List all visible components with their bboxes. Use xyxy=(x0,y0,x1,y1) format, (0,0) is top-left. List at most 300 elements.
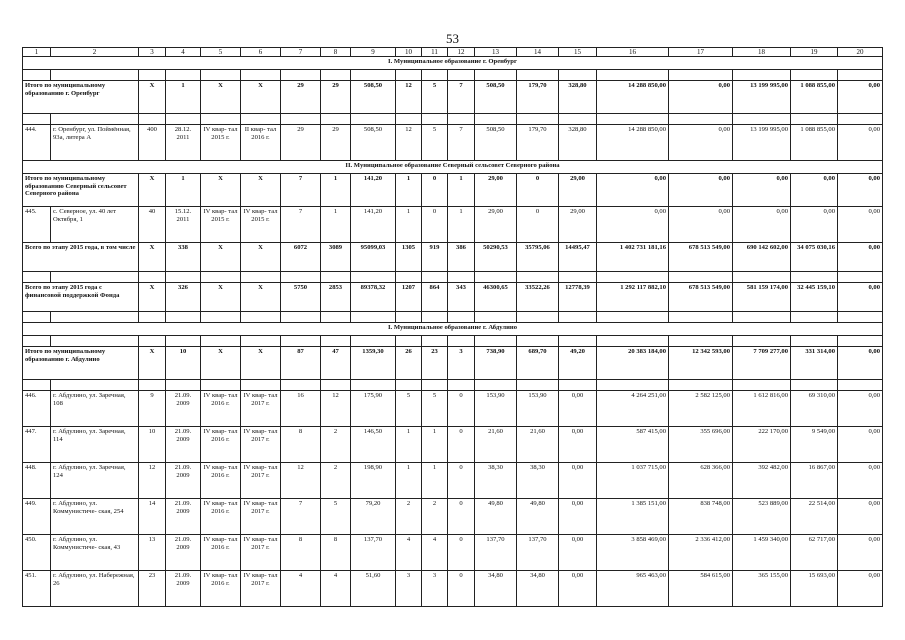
empty-cell xyxy=(838,114,883,125)
empty-cell xyxy=(733,336,791,347)
empty-cell xyxy=(23,336,51,347)
table-cell: 0 xyxy=(422,174,448,207)
table-cell: 23 xyxy=(422,347,448,380)
table-cell: 10 xyxy=(139,427,166,463)
table-row xyxy=(23,571,883,607)
table-cell: 919 xyxy=(422,243,448,272)
column-number: 13 xyxy=(475,48,517,57)
column-number: 16 xyxy=(597,48,669,57)
table-cell: 386 xyxy=(448,243,475,272)
table-cell: 508,50 xyxy=(351,125,396,161)
table-cell: г. Абдулино, ул. Набережная, 26 xyxy=(51,571,139,607)
column-number: 20 xyxy=(838,48,883,57)
empty-cell xyxy=(669,272,733,283)
empty-cell xyxy=(733,114,791,125)
table-cell: 838 748,00 xyxy=(669,499,733,535)
empty-cell xyxy=(422,380,448,391)
empty-cell xyxy=(396,380,422,391)
table-cell: 21,60 xyxy=(517,427,559,463)
table-cell: 581 159 174,00 xyxy=(733,283,791,312)
table-cell: 1 xyxy=(321,174,351,207)
empty-cell xyxy=(139,272,166,283)
table-cell: IV квар- тал 2016 г. xyxy=(201,571,241,607)
empty-cell xyxy=(791,380,838,391)
table-cell: 1 037 715,00 xyxy=(597,463,669,499)
total-row xyxy=(23,81,883,114)
empty-cell xyxy=(559,272,597,283)
table-cell: 62 717,00 xyxy=(791,535,838,571)
table-cell: 179,70 xyxy=(517,81,559,114)
table-cell: 0,00 xyxy=(838,535,883,571)
empty-cell xyxy=(201,380,241,391)
table-cell: 0,00 xyxy=(838,283,883,312)
table-cell: X xyxy=(241,81,281,114)
table-cell: 2 xyxy=(321,427,351,463)
table-cell: 1 xyxy=(396,174,422,207)
table-cell: 0,00 xyxy=(838,571,883,607)
table-cell: 343 xyxy=(448,283,475,312)
table-cell: 1 612 816,00 xyxy=(733,391,791,427)
table-cell: 5 xyxy=(396,391,422,427)
empty-cell xyxy=(201,272,241,283)
table-cell: 87 xyxy=(281,347,321,380)
table-cell: 1 xyxy=(396,207,422,243)
table-cell: 7 xyxy=(281,499,321,535)
column-number: 17 xyxy=(669,48,733,57)
table-cell: 5 xyxy=(422,81,448,114)
column-number: 2 xyxy=(51,48,139,57)
table-cell: X xyxy=(139,347,166,380)
table-cell: 0,00 xyxy=(559,391,597,427)
table-cell: 0 xyxy=(517,174,559,207)
table-cell: 0,00 xyxy=(838,427,883,463)
table-cell: 21.09. 2009 xyxy=(166,571,201,607)
table-cell: 34,80 xyxy=(475,571,517,607)
table-cell: 4 xyxy=(396,535,422,571)
table-row xyxy=(23,427,883,463)
table-cell: 222 170,00 xyxy=(733,427,791,463)
empty-cell xyxy=(791,272,838,283)
total-row xyxy=(23,347,883,380)
empty-cell xyxy=(791,336,838,347)
table-cell: 21.09. 2009 xyxy=(166,463,201,499)
table-cell: X xyxy=(139,243,166,272)
empty-cell xyxy=(517,380,559,391)
table-cell: 3 xyxy=(396,571,422,607)
total-label: Итого по муниципальному образованию г. Оренбург xyxy=(23,81,139,114)
empty-cell xyxy=(351,114,396,125)
table-cell: 14 xyxy=(139,499,166,535)
table-cell: 0,00 xyxy=(733,174,791,207)
empty-cell xyxy=(51,70,139,81)
table-cell: 1 402 731 181,16 xyxy=(597,243,669,272)
empty-cell xyxy=(139,336,166,347)
table-cell: г. Абдулино, ул. Коммунистиче- ская, 254 xyxy=(51,499,139,535)
empty-cell xyxy=(733,70,791,81)
empty-cell xyxy=(241,312,281,323)
table-cell: X xyxy=(139,81,166,114)
empty-cell xyxy=(23,272,51,283)
table-cell: 7 709 277,00 xyxy=(733,347,791,380)
table-cell: X xyxy=(241,174,281,207)
table-cell: 451. xyxy=(23,571,51,607)
table-cell: X xyxy=(241,243,281,272)
empty-cell xyxy=(422,336,448,347)
column-number: 14 xyxy=(517,48,559,57)
table-cell: 0 xyxy=(448,427,475,463)
table-cell: 1 xyxy=(166,174,201,207)
table-cell: 33522,26 xyxy=(517,283,559,312)
empty-cell xyxy=(281,380,321,391)
table-cell: 38,30 xyxy=(475,463,517,499)
table-cell: 1 xyxy=(422,427,448,463)
table-cell: 447. xyxy=(23,427,51,463)
section-row xyxy=(23,57,883,70)
table-cell: 23 xyxy=(139,571,166,607)
total-label: Итого по муниципальному образованию г. Абдулино xyxy=(23,347,139,380)
empty-cell xyxy=(838,380,883,391)
empty-cell xyxy=(201,312,241,323)
empty-cell xyxy=(791,70,838,81)
empty-cell xyxy=(517,272,559,283)
table-cell: 678 513 549,00 xyxy=(669,243,733,272)
table-cell: 0 xyxy=(448,571,475,607)
table-cell: 3 xyxy=(422,571,448,607)
table-cell: 34 075 030,16 xyxy=(791,243,838,272)
empty-cell xyxy=(422,272,448,283)
empty-cell xyxy=(448,70,475,81)
empty-cell xyxy=(448,272,475,283)
table-cell: 137,70 xyxy=(475,535,517,571)
table-cell: 50290,53 xyxy=(475,243,517,272)
column-number: 9 xyxy=(351,48,396,57)
table-cell: 0,00 xyxy=(559,535,597,571)
table-cell: 12 xyxy=(396,81,422,114)
table-cell: 0 xyxy=(517,207,559,243)
table-cell: 8 xyxy=(281,535,321,571)
table-cell: 2 336 412,00 xyxy=(669,535,733,571)
table-cell: 0,00 xyxy=(838,499,883,535)
empty-cell xyxy=(351,380,396,391)
empty-cell xyxy=(51,380,139,391)
table-cell: II квар- тал 2016 г. xyxy=(241,125,281,161)
empty-cell xyxy=(281,114,321,125)
column-number: 15 xyxy=(559,48,597,57)
table-cell: 355 696,00 xyxy=(669,427,733,463)
table-cell: 0 xyxy=(448,463,475,499)
table-cell: 137,70 xyxy=(351,535,396,571)
empty-cell xyxy=(166,272,201,283)
table-cell: 448. xyxy=(23,463,51,499)
table-cell: 678 513 549,00 xyxy=(669,283,733,312)
table-cell: 1 088 855,00 xyxy=(791,125,838,161)
table-row xyxy=(23,391,883,427)
table-cell: 1 088 855,00 xyxy=(791,81,838,114)
table-cell: 1 459 340,00 xyxy=(733,535,791,571)
empty-cell xyxy=(559,336,597,347)
table-cell: 29,00 xyxy=(475,207,517,243)
empty-cell xyxy=(321,70,351,81)
table-cell: 69 310,00 xyxy=(791,391,838,427)
column-number: 3 xyxy=(139,48,166,57)
column-number: 18 xyxy=(733,48,791,57)
table-cell: 449. xyxy=(23,499,51,535)
table-cell: 29 xyxy=(281,81,321,114)
table-cell: 4 264 251,00 xyxy=(597,391,669,427)
table-cell: 338 xyxy=(166,243,201,272)
table-cell: X xyxy=(201,283,241,312)
empty-cell xyxy=(321,114,351,125)
spacer-row xyxy=(23,70,883,81)
empty-cell xyxy=(597,380,669,391)
spacer-row xyxy=(23,312,883,323)
table-cell: 0,00 xyxy=(791,207,838,243)
table-cell: 331 314,00 xyxy=(791,347,838,380)
table-cell: 5 xyxy=(321,499,351,535)
table-cell: 0,00 xyxy=(733,207,791,243)
section-row xyxy=(23,323,883,336)
empty-cell xyxy=(475,272,517,283)
empty-cell xyxy=(241,380,281,391)
table-cell: 0,00 xyxy=(669,81,733,114)
table-cell: 3089 xyxy=(321,243,351,272)
table-cell: 508,50 xyxy=(475,81,517,114)
empty-cell xyxy=(281,336,321,347)
table-cell: 0,00 xyxy=(669,207,733,243)
table-cell: г. Абдулино, ул. Коммунистиче- ская, 43 xyxy=(51,535,139,571)
spacer-row xyxy=(23,336,883,347)
section-row xyxy=(23,161,883,174)
table-cell: IV квар- тал 2015 г. xyxy=(241,207,281,243)
empty-cell xyxy=(838,336,883,347)
empty-cell xyxy=(23,312,51,323)
table-cell: 21,60 xyxy=(475,427,517,463)
table-cell: 6072 xyxy=(281,243,321,272)
empty-cell xyxy=(733,380,791,391)
table-cell: 328,80 xyxy=(559,81,597,114)
table-row xyxy=(23,463,883,499)
table-cell: 12 342 593,00 xyxy=(669,347,733,380)
empty-cell xyxy=(166,336,201,347)
empty-cell xyxy=(51,312,139,323)
empty-cell xyxy=(422,312,448,323)
table-cell: 1359,30 xyxy=(351,347,396,380)
empty-cell xyxy=(475,114,517,125)
column-number: 19 xyxy=(791,48,838,57)
table-cell: 153,90 xyxy=(517,391,559,427)
empty-cell xyxy=(351,336,396,347)
table-cell: 12778,39 xyxy=(559,283,597,312)
table-cell: 0,00 xyxy=(838,81,883,114)
column-number: 6 xyxy=(241,48,281,57)
table-cell: 0 xyxy=(422,207,448,243)
table-cell: 1 xyxy=(448,174,475,207)
empty-cell xyxy=(321,272,351,283)
table-cell: 0,00 xyxy=(838,347,883,380)
empty-cell xyxy=(448,114,475,125)
table-cell: 28.12. 2011 xyxy=(166,125,201,161)
table-cell: 21.09. 2009 xyxy=(166,535,201,571)
total-row xyxy=(23,283,883,312)
table-cell: 1 xyxy=(396,463,422,499)
table-cell: 508,50 xyxy=(351,81,396,114)
table-cell: 450. xyxy=(23,535,51,571)
empty-cell xyxy=(281,70,321,81)
table-cell: 51,60 xyxy=(351,571,396,607)
table-cell: X xyxy=(241,347,281,380)
empty-cell xyxy=(351,272,396,283)
table-cell: 146,50 xyxy=(351,427,396,463)
table-cell: 137,70 xyxy=(517,535,559,571)
table-cell: 95099,03 xyxy=(351,243,396,272)
empty-cell xyxy=(597,114,669,125)
spacer-row xyxy=(23,380,883,391)
table-cell: 523 889,00 xyxy=(733,499,791,535)
table-cell: 0 xyxy=(448,499,475,535)
table-cell: 1 xyxy=(422,463,448,499)
table-cell: 49,20 xyxy=(559,347,597,380)
table-cell: 0,00 xyxy=(669,125,733,161)
table-cell: 7 xyxy=(281,174,321,207)
empty-cell xyxy=(791,312,838,323)
table-cell: IV квар- тал 2017 г. xyxy=(241,463,281,499)
empty-cell xyxy=(448,312,475,323)
empty-cell xyxy=(597,312,669,323)
table-cell: 2853 xyxy=(321,283,351,312)
table-cell: IV квар- тал 2017 г. xyxy=(241,571,281,607)
table-cell: 3 xyxy=(448,347,475,380)
table-cell: г. Абдулино, ул. Заречная, 108 xyxy=(51,391,139,427)
table-cell: 29 xyxy=(321,81,351,114)
table-cell: 392 482,00 xyxy=(733,463,791,499)
table-cell: 9 xyxy=(139,391,166,427)
empty-cell xyxy=(321,380,351,391)
empty-cell xyxy=(475,336,517,347)
table-cell: 4 xyxy=(281,571,321,607)
table-row xyxy=(23,207,883,243)
table-cell: 12 xyxy=(281,463,321,499)
table-cell: 1 xyxy=(166,81,201,114)
table-cell: с. Северное, ул. 40 лет Октября, 1 xyxy=(51,207,139,243)
empty-cell xyxy=(838,312,883,323)
table-cell: 14495,47 xyxy=(559,243,597,272)
table-cell: 0,00 xyxy=(791,174,838,207)
empty-cell xyxy=(559,380,597,391)
table-cell: 12 xyxy=(139,463,166,499)
spacer-row xyxy=(23,272,883,283)
table-cell: 49,80 xyxy=(475,499,517,535)
table-cell: 965 463,00 xyxy=(597,571,669,607)
table-cell: 0,00 xyxy=(838,243,883,272)
table-cell: 0,00 xyxy=(838,391,883,427)
table-cell: 14 288 850,00 xyxy=(597,125,669,161)
empty-cell xyxy=(669,312,733,323)
column-number: 12 xyxy=(448,48,475,57)
empty-cell xyxy=(475,312,517,323)
empty-cell xyxy=(669,380,733,391)
table-cell: 21.09. 2009 xyxy=(166,391,201,427)
table-cell: 20 383 184,00 xyxy=(597,347,669,380)
table-cell: 446. xyxy=(23,391,51,427)
empty-cell xyxy=(241,336,281,347)
table-cell: 10 xyxy=(166,347,201,380)
empty-cell xyxy=(396,114,422,125)
table-cell: 0,00 xyxy=(597,174,669,207)
table-cell: 79,20 xyxy=(351,499,396,535)
table-cell: 16 xyxy=(281,391,321,427)
table-cell: 628 366,00 xyxy=(669,463,733,499)
empty-cell xyxy=(396,336,422,347)
table-cell: 26 xyxy=(396,347,422,380)
column-number: 1 xyxy=(23,48,51,57)
empty-cell xyxy=(559,70,597,81)
table-cell: 0 xyxy=(448,535,475,571)
table-cell: 738,90 xyxy=(475,347,517,380)
empty-cell xyxy=(559,114,597,125)
table-cell: 12 xyxy=(321,391,351,427)
section-title: I. Муниципальное образование г. Оренбург xyxy=(23,57,883,70)
empty-cell xyxy=(517,312,559,323)
table-cell: 34,80 xyxy=(517,571,559,607)
empty-cell xyxy=(669,114,733,125)
table-cell: 35795,06 xyxy=(517,243,559,272)
table-cell: IV квар- тал 2016 г. xyxy=(201,463,241,499)
empty-cell xyxy=(838,272,883,283)
table-cell: 1305 xyxy=(396,243,422,272)
table-cell: 328,80 xyxy=(559,125,597,161)
empty-cell xyxy=(396,272,422,283)
table-cell: 690 142 602,00 xyxy=(733,243,791,272)
empty-cell xyxy=(475,380,517,391)
table-cell: X xyxy=(201,174,241,207)
table-cell: 179,70 xyxy=(517,125,559,161)
table-cell: 16 867,00 xyxy=(791,463,838,499)
empty-cell xyxy=(139,70,166,81)
table-cell: 0,00 xyxy=(559,571,597,607)
table-cell: 584 615,00 xyxy=(669,571,733,607)
table-row xyxy=(23,499,883,535)
table-cell: 508,50 xyxy=(475,125,517,161)
table-cell: IV квар- тал 2016 г. xyxy=(201,535,241,571)
column-number-row xyxy=(23,48,883,57)
table-cell: 47 xyxy=(321,347,351,380)
table-cell: 0,00 xyxy=(559,499,597,535)
table-cell: 0,00 xyxy=(597,207,669,243)
table-cell: 0,00 xyxy=(838,207,883,243)
table-cell: 29,00 xyxy=(559,174,597,207)
section-title: II. Муниципальное образование Северный сельсовет Северного района xyxy=(23,161,883,174)
empty-cell xyxy=(51,272,139,283)
empty-cell xyxy=(241,272,281,283)
spacer-row xyxy=(23,114,883,125)
empty-cell xyxy=(351,312,396,323)
table-cell: IV квар- тал 2016 г. xyxy=(201,499,241,535)
table-cell: 8 xyxy=(321,535,351,571)
table-cell: 689,70 xyxy=(517,347,559,380)
table-cell: X xyxy=(201,347,241,380)
empty-cell xyxy=(517,114,559,125)
table-cell: 29,00 xyxy=(559,207,597,243)
table-cell: 864 xyxy=(422,283,448,312)
table-cell: IV квар- тал 2017 г. xyxy=(241,427,281,463)
total-label: Всего по этапу 2015 года, в том числе xyxy=(23,243,139,272)
empty-cell xyxy=(422,70,448,81)
empty-cell xyxy=(201,70,241,81)
table-cell: 4 xyxy=(321,571,351,607)
empty-cell xyxy=(51,114,139,125)
table-cell: г. Оренбург, ул. Поймённая, 93а, литера А xyxy=(51,125,139,161)
table-cell: 29,00 xyxy=(475,174,517,207)
